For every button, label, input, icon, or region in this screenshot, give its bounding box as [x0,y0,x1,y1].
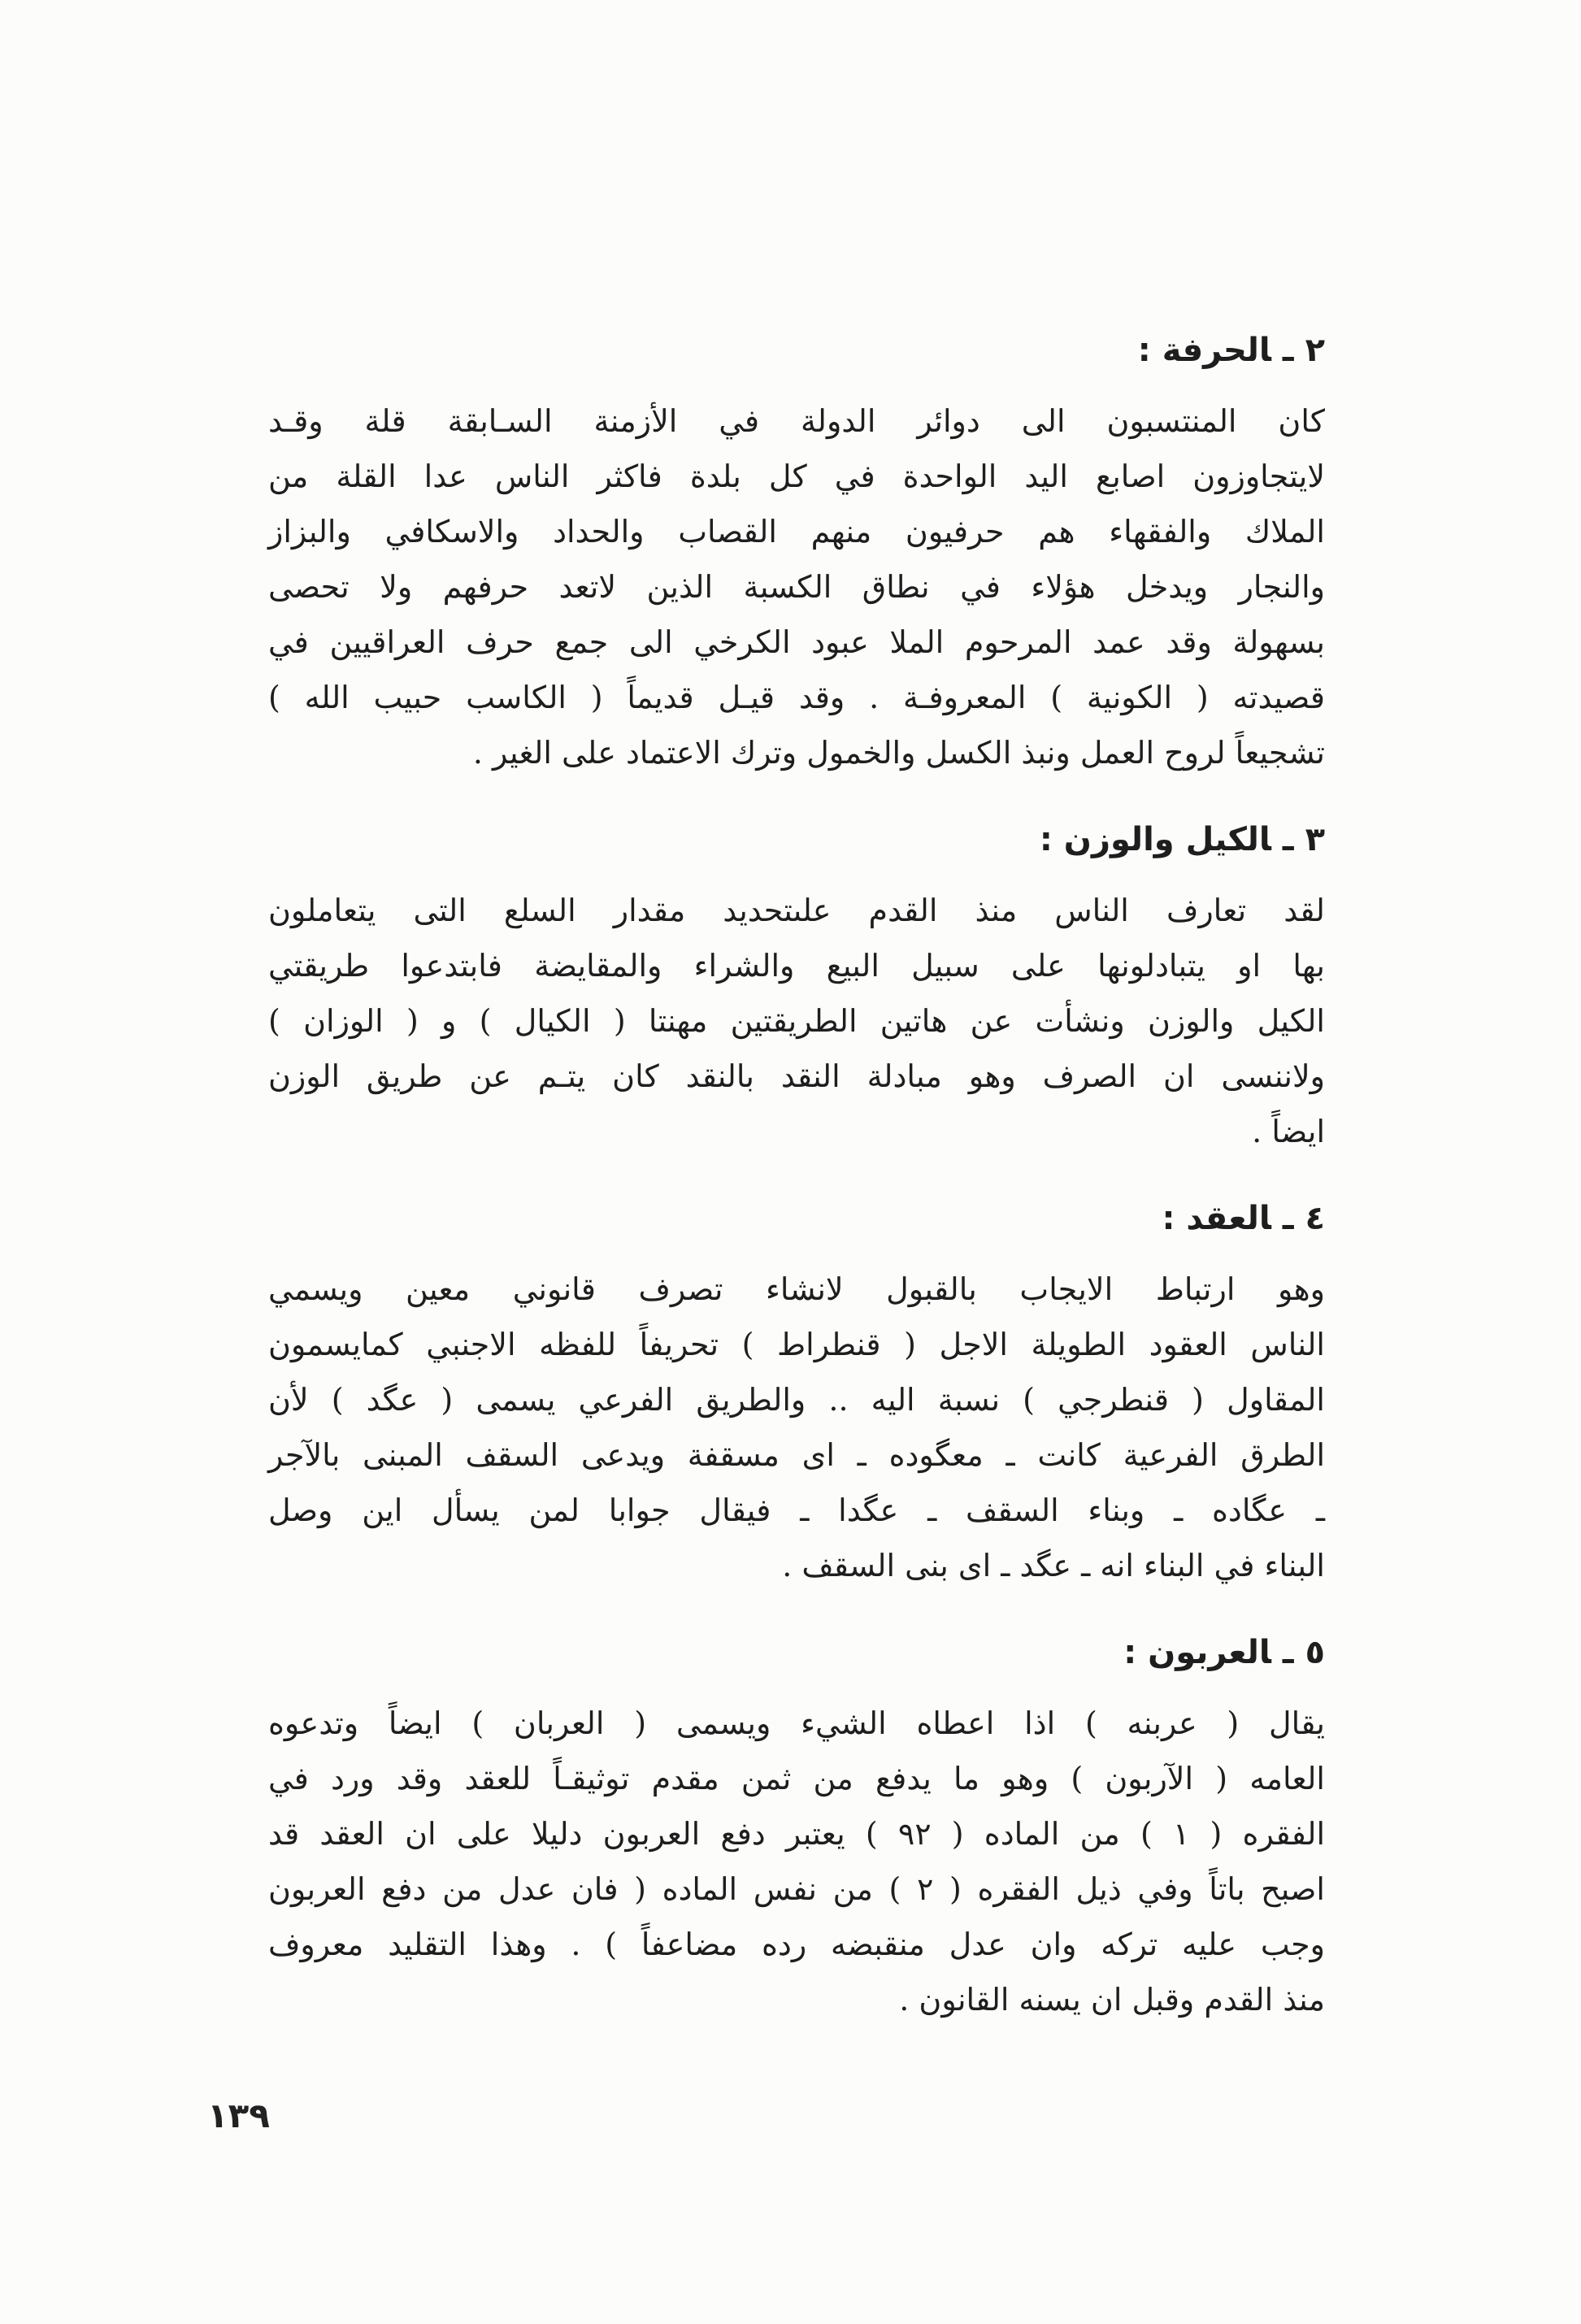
text-line: والنجار ويدخل هؤلاء في نطاق الكسبة الذين لاتعد حرفهم ولا تحصى [268,569,1325,605]
text-line: بها او يتبادلونها على سبيل البيع والشراء والمقايضة فابتدعوا طريقتي [268,948,1325,984]
section-paragraph [268,1696,1325,2027]
section-kayl-wazn [268,814,1325,1193]
section-number: ٣ [1305,821,1325,858]
text-line: تشجيعاً لروح العمل ونبذ الكسل والخمول وترك الاعتماد على الغير . [472,735,1325,771]
section-heading: ٤ـالعقد : [1162,1200,1325,1237]
section-hirfa [268,325,1325,814]
page-body [268,325,1325,2027]
section-heading: ٢ـالحرفة : [1137,332,1325,369]
text-line: الملاك والفقهاء هم حرفيون منهم القصاب والحداد والاسكافي والبزاز [268,514,1325,550]
text-line: البناء في البناء انه ـ عگد ـ اى بنى السقف . [782,1548,1325,1583]
section-number: ٥ [1305,1634,1325,1671]
section-aqd [268,1193,1325,1627]
text-line: كان المنتسبون الى دوائر الدولة في الأزمنة السـابقة قلة وقـد [268,403,1325,439]
text-line: الناس العقود الطويلة الاجل ( قنطراط ) تحريفاً للفظه الاجنبي كمايسمون [268,1327,1325,1362]
text-line: قصيدته ( الكونية ) المعروفـة . وقد قيـل قديماً ( الكاسب حبيب الله ) [268,680,1325,715]
section-title: الحرفة : [1137,332,1271,369]
page-number: ١٣٩ [207,2096,270,2135]
text-line: الكيل والوزن ونشأت عن هاتين الطريقتين مهنتا ( الكيال ) و ( الوزان ) [268,1003,1325,1039]
section-paragraph [268,883,1325,1159]
text-line: ولاننسى ان الصرف وهو مبادلة النقد بالنقد كان يتـم عن طريق الوزن [268,1058,1325,1094]
section-paragraph [268,393,1325,780]
text-line: الطرق الفرعية كانت ـ معگوده ـ اى مسقفة ويدعى السقف المبنى بالآجر [268,1437,1325,1473]
text-line: يقال ( عربنه ) اذا اعطاه الشيء ويسمى ( العربان ) ايضاً وتدعوه [268,1705,1325,1741]
section-number: ٢ [1305,332,1325,369]
section-paragraph [268,1262,1325,1593]
section-heading: ٥ـالعربون : [1123,1634,1325,1671]
section-number: ٤ [1305,1200,1325,1237]
text-line: ـ عگاده ـ وبناء السقف ـ عگدا ـ فيقال جوابا لمن يسأل اين وصل [268,1492,1325,1528]
text-line: العامه ( الآربون ) وهو ما يدفع من ثمن مقدم توثيقـاً للعقد وقد ورد في [268,1761,1325,1796]
text-line: وهو ارتباط الايجاب بالقبول لانشاء تصرف قانوني معين ويسمي [268,1271,1325,1307]
text-line: المقاول ( قنطرجي ) نسبة اليه .. والطريق الفرعي يسمى ( عگد ) لأن [268,1382,1325,1418]
text-line: بسهولة وقد عمد المرحوم الملا عبود الكرخي الى جمع حرف العراقيين في [268,624,1325,660]
text-line: اصبح باتاً وفي ذيل الفقره ( ٢ ) من نفس الماده ( فان عدل من دفع العربون [268,1871,1325,1907]
text-line: لايتجاوزون اصابع اليد الواحدة في كل بلدة فاكثر الناس عدا القلة من [268,458,1325,494]
text-line: وجب عليه تركه وان عدل منقبضه رده مضاعفاً ) . وهذا التقليد معروف [268,1927,1325,1962]
section-heading: ٣ـالكيل والوزن : [1039,821,1325,858]
section-arboun [268,1627,1325,2027]
section-title: العقد : [1162,1200,1271,1237]
text-line: منذ القدم وقبل ان يسنه القانون . [899,1982,1325,2018]
section-title: الكيل والوزن : [1039,821,1271,858]
text-line: الفقره ( ١ ) من الماده ( ٩٢ ) يعتبر دفع العربون دليلا على ان العقد قد [268,1816,1325,1852]
section-title: العربون : [1123,1634,1271,1671]
text-line: ايضاً . [1252,1114,1325,1149]
text-line: لقد تعارف الناس منذ القدم علىتحديد مقدار السلع التى يتعاملون [268,893,1325,928]
